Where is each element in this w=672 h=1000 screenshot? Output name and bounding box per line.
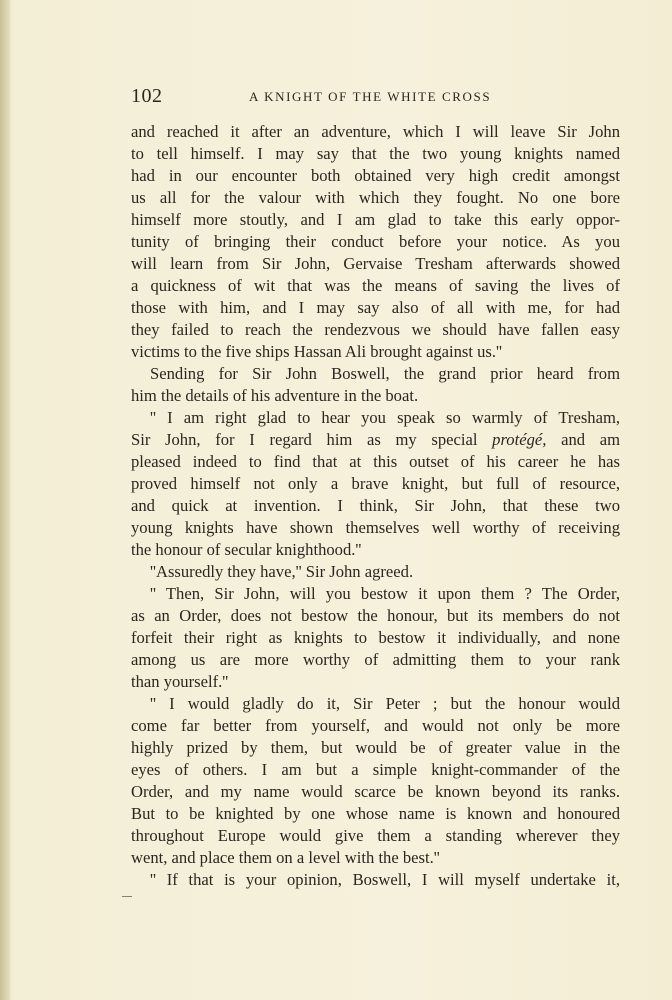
text-line: young knights have shown themselves well worthy of receiving: [131, 518, 620, 537]
text-line: pleased indeed to find that at this outset of his career he has: [131, 452, 620, 471]
text-line: us all for the valour with which they fought. No one bore: [131, 188, 620, 207]
page-number: 102: [131, 85, 163, 107]
text-line: proved himself not only a brave knight, but full of resource,: [131, 474, 620, 493]
text-line: ''Assuredly they have,'' Sir John agreed.: [150, 562, 414, 581]
text-line: and quick at invention. I think, Sir John, that these two: [131, 496, 620, 515]
italic-word: protégé,: [492, 430, 547, 449]
text-line: than yourself.'': [131, 672, 229, 691]
text-line: they failed to reach the rendezvous we should have fallen easy: [131, 320, 620, 339]
text-line: victims to the five ships Hassan Ali brought against us.'': [131, 342, 503, 361]
text-line: and reached it after an adventure, which I will leave Sir John: [131, 122, 620, 141]
text-line: a quickness of wit that was the means of saving the lives of: [131, 276, 620, 295]
text-line: tunity of bringing their conduct before your notice. As you: [131, 232, 620, 251]
text-segment: Sir John, for I regard him as my special: [131, 430, 493, 449]
text-line: highly prized by them, but would be of greater value in the: [131, 738, 620, 757]
text-line: But to be knighted by one whose name is known and honoured: [131, 804, 620, 823]
text-line: had in our encounter both obtained very high credit amongst: [131, 166, 620, 185]
text-line: '' Then, Sir John, will you bestow it upon them ? The Order,: [150, 584, 620, 603]
text-line: Sending for Sir John Boswell, the grand prior heard from: [150, 364, 620, 383]
text-line: [131, 429, 620, 451]
text-line: among us are more worthy of admitting them to your rank: [131, 650, 620, 669]
text-line: himself more stoutly, and I am glad to take this early oppor-: [131, 210, 620, 229]
running-head: A KNIGHT OF THE WHITE CROSS: [249, 89, 492, 104]
text-line: will learn from Sir John, Gervaise Tresham afterwards showed: [131, 254, 620, 273]
text-line: Order, and my name would scarce be known beyond its ranks.: [131, 782, 620, 801]
text-line: him the details of his adventure in the boat.: [131, 386, 419, 405]
text-line: '' I am right glad to hear you speak so warmly of Tresham,: [150, 408, 620, 427]
text-line: throughout Europe would give them a standing wherever they: [131, 826, 620, 845]
page-header: [131, 85, 531, 109]
text-line: eyes of others. I am but a simple knight-commander of the: [131, 760, 620, 779]
text-segment: and am: [546, 430, 621, 449]
text-line: forfeit their right as knights to bestow it individually, and none: [131, 628, 620, 647]
body-text: [131, 121, 620, 891]
text-line: went, and place them on a level with the best.'': [131, 848, 440, 867]
page-gutter: [0, 0, 10, 1000]
text-line: those with him, and I may say also of all with me, for had: [131, 298, 620, 317]
stray-mark: [122, 896, 132, 897]
text-line: '' If that is your opinion, Boswell, I will myself undertake it,: [150, 870, 620, 889]
text-line: the honour of secular knighthood.'': [131, 540, 362, 559]
text-line: to tell himself. I may say that the two young knights named: [131, 144, 620, 163]
text-line: '' I would gladly do it, Sir Peter ; but the honour would: [150, 694, 620, 713]
text-line: as an Order, does not bestow the honour, but its members do not: [131, 606, 620, 625]
text-line: come far better from yourself, and would not only be more: [131, 716, 620, 735]
